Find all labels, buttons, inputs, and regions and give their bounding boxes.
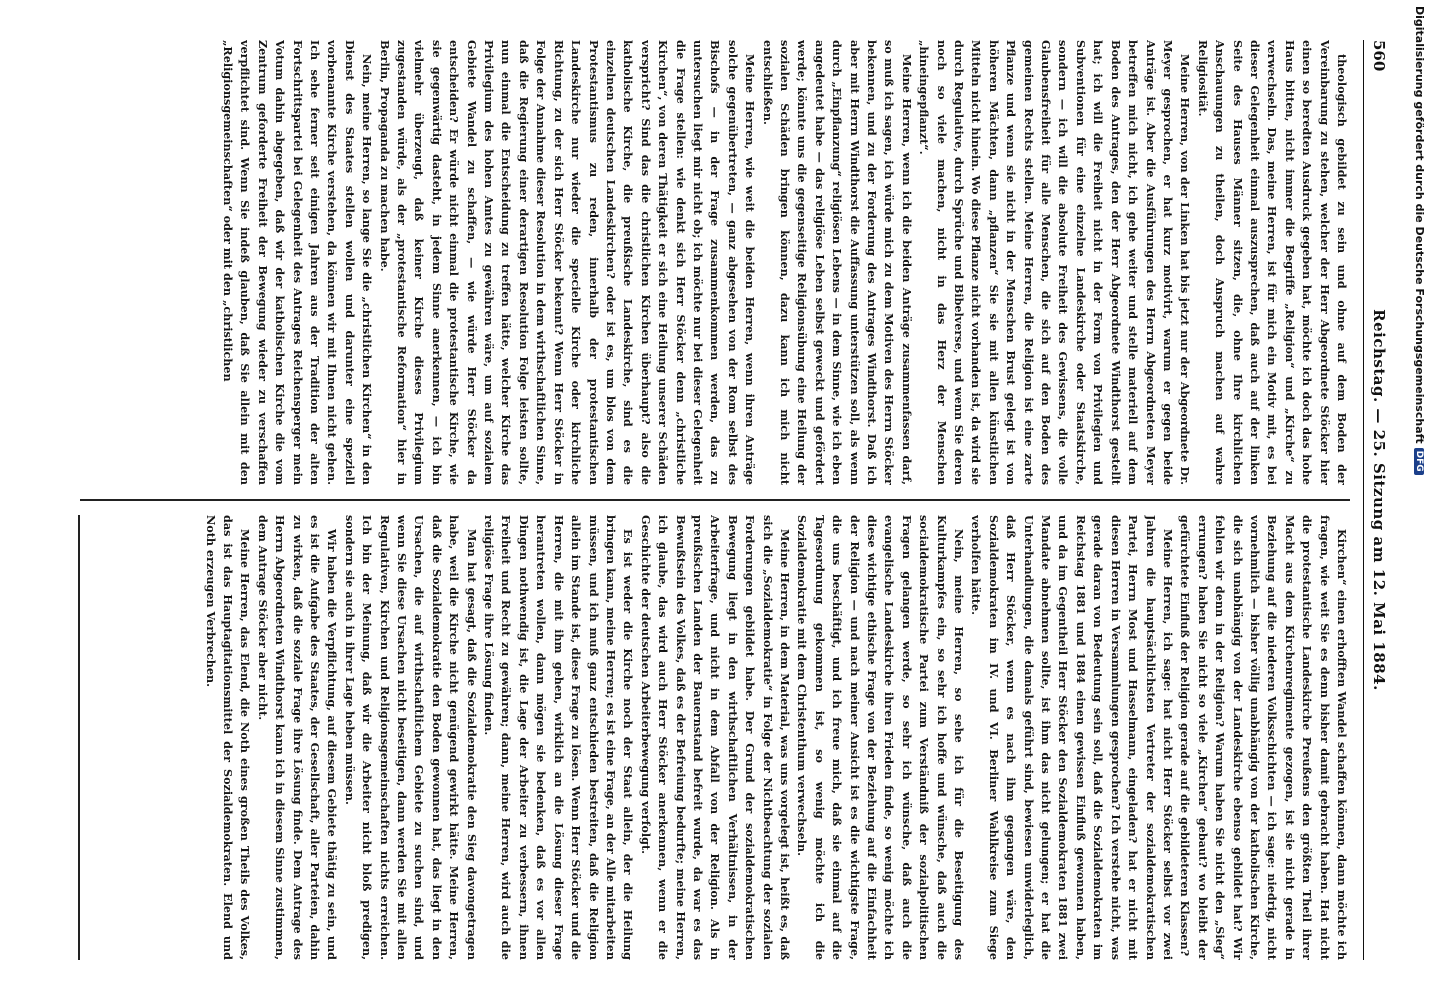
paragraph: Meine Herren, ich sage: hat nicht Herr Stöcker selbst vor zwei Jahren die hauptsächlichsten Vertreter der sozialdemokratischen Partei, Herrn Most und Hasselmann, eingeladen? hat er nicht mit diesen Herren in Versammlungen gesprochen? Ich verstehe nicht, was gerade daran von Bedeutung sein soll, daß die Sozialdemokraten im Reichstag 1881 und 1884 einen gewissen Einfluß gewonnen haben, und da im Gegentheil Herr Stöcker den Sozialdemokraten 1881 zwei Mandate abnehmen sollte, ist ihm das nicht gelungen; er hat die Unterhandlungen, die damals geführt sind, bewiesen unwiderleglich, daß Herr Stöcker, wenn es nach ihm gegangen wäre, den Sozialdemokraten im IV. und VI. Berliner Wahlkreise zum Siege verholfen hätte. [969, 515, 1175, 960]
dfg-logo-icon: DFG [1414, 448, 1424, 475]
paragraph: Es ist weder die Kirche noch der Staat allein, der die Heilung bringen kann, meine Herren; es ist eine Frage, an der Alle mitarbeiten müssen, und ich muß ganz entschieden bestreiten, daß die Religion allein im Stande ist, diese Frage zu lösen. Wenn Herr Stöcker und die Herren, die mit ihm gehen, wirklich an die Lösung dieser Frage herantreten wollen, dann mögen sie bedenken, daß es vor allen Dingen nothwendig ist, die Lage der Arbeiter zu verbessern, ihnen Freiheit und Recht zu gewähren; dann, meine Herren, wird auch die religiöse Frage ihre Lösung finden. [482, 515, 636, 960]
paragraph: Nein, meine Herren, so sehe ich für die Beseitigung des Kulturkampfes ein, so sehr ich hoffe und wünsche, daß auch die socialdemokratische Partei zum Verständniß der sozialpolitischen Fragen gelangen werde, so sehr ich wünsche, daß auch die evangelische Landeskirche ihren Frieden finde, so wenig möchte ich diese wichtige ethische Frage von der Beziehung auf die Einfachheit der Religion — und nach meiner Ansicht ist es die wichtigste Frage, die uns beschäftigt, und ich freue mich, daß sie einmal auf die Tagesordnung gekommen ist, so wenig möchte ich die Sozialdemokratie mit dem Christenthum verwechseln. [795, 515, 967, 960]
text-column-left [80, 40, 1350, 485]
paragraph: theologisch gebildet zu sein und ohne auf dem Boden der Vereinbarung zu stehen, welcher der Herr Abgeordnete Stöcker hier einen so beredten Ausdruck gegeben hat, möchte ich doch das hohe Haus bitten, nicht immer die Begriffe „Religion“ und „Kirche“ zu verwechseln. Das, meine Herren, ist für mich ein Motiv mit, es bei dieser Gelegenheit einmal auszusprechen, daß auch auf der linken Seite des Hauses Männer sitzen, die, ohne Ihre kirchlichen Anschauungen zu theilen, doch Anspruch machen auf wahre Religiosität. [1195, 40, 1349, 485]
text-column-right [80, 515, 1350, 960]
credit-text: Digitalisierung gefördert durch die Deutsche Forschungsgemeinschaft [1413, 6, 1426, 444]
paragraph: Wir haben die Verpflichtung, auf diesem Gebiete thätig zu sein, und es ist die Aufgabe des Staates, der Gesellschaft, aller Parteien, dahin zu wirken, daß die soziale Frage ihre Lösung finde. Dem Antrage des Herrn Abgeordneten Windthorst kann ich in diesem Sinne zustimmen, dem Antrage Stöcker aber nicht. [255, 515, 340, 960]
paragraph: Meine Herren, von der Linken hat bis jetzt nur der Abgeordnete Dr. Meyer gesprochen, er hat kurz motivirt, warum er gegen beide Anträge ist. Aber die Ausführungen des Herrn Abgeordneten Meyer betreffen mich nicht, ich gehe weiter und stelle materiell auf dem Boden des Antrages, den der Herr Abgeordnete Windthorst gestellt hat; ich will die Freiheit nicht in der Form von Privilegien und Subventionen für eine einzelne Landeskirche oder Staatskirche, sondern — ich will die absolute Freiheit des Gewissens, die volle Glaubensfreiheit für alle Menschen, die sich auf den Boden des gemeinen Rechts stellen. Meine Herren, die Religion ist eine zarte Pflanze und wenn sie nicht in der Menschen Brust gelegt ist von höheren Mächten, dann „pflanzen“ Sie sie mit allen künstlichen Mitteln nicht hinein. Wo diese Pflanze nicht vorhanden ist, da wird sie durch Regulative, durch Sprüche und Bibelverse, und wenn Sie deren noch so viele machen, nicht in das Herz der Menschen „hineingepflanzt“. [917, 40, 1193, 485]
paragraph: Meine Herren, in dem Material, was uns vorgelegt ist, heißt es, daß sich die „Sozialdemokratie“ in Folge der Nichtbeachtung der sozialen Forderungen gebildet habe. Der Grund der sozialdemokratischen Bewegung liegt in den wirthschaftlichen Verhältnissen, in der Arbeiterfrage, und nicht in dem Abfall von der Religion. Als in preußischen Landen der Bauernstand befreit wurde, da war es das Bewußtsein des Volkes, daß es der Befreiung bedurfte; meine Herren, ich glaube, das wird auch Herr Stöcker anerkennen, wenn er die Geschichte der deutschen Arbeiterbewegung verfolgt. [638, 515, 792, 960]
paragraph: Man hat gesagt, daß die Sozialdemokratie den Sieg davongetragen habe, weil die Kirche nicht genügend gewirkt hätte. Meine Herren, daß die Sozialdemokratie den Boden gewonnen hat, das liegt in den Ursachen, die auf wirthschaftlichem Gebiete zu suchen sind, und wenn Sie diese Ursachen nicht beseitigen, dann werden Sie mit allen Regulativen, Kirchen und Religionsgemeinschaften nichts erreichen. Ich bin der Meinung, daß wir die Arbeiter nicht bloß predigen, sondern sie auch in ihrer Lage heben müssen. [342, 515, 479, 960]
paragraph: Kirchen“ einen erhofften Wandel schaffen können, dann möchte ich fragen, wie weit Sie es denn bisher damit gebracht haben. Hat nicht die protestantische Landeskirche Preußens den größten Theil ihrer Macht aus dem Kirchenregimente gezogen, ist sie nicht gerade in Beziehung auf die niederen Volksschichten — ich sage: niedrig, nicht vornehmlich — bisher völlig unabhängig von der katholischen Kirche, die sich unabhängig von der Landeskirche ebenso gebildet hat? Wir fehlen wir denn in der Religion? Warum haben Sie nicht den „Sieg“ errungen? haben Sie nicht so viele „Kirchen“ gebaut? wo bleibt der gefürchtete Einfluß der Religion gerade auf die gebildeteren Klassen? [1178, 515, 1349, 960]
digitization-credit [1402, 0, 1432, 1000]
paragraph: Meine Herren, wenn ich die beiden Anträge zusammenfassen darf, so muß ich sagen, ich würde mich zu dem Motiven des Herrn Stöcker bekennen, und zu der Forderung des Antrages Windthorst. Daß ich aber mit Herrn Windthorst die Auffassung unterstützen soll, als wenn durch „Einpflanzung“ religiösen Lebens — in dem Sinne, wie ich eben angedeutet habe — das religiöse Leben selbst geweckt und gefördert werde; könnte uns die gegenseitige Religionsübung eine Heilung der sozialen Schäden bringen können, dazu kann ich mich nicht entschließen. [760, 40, 914, 485]
paragraph: Nein, meine Herren, so lange Sie die „christlichen Kirchen“ in den Dienst des Staates stellen wollen und darunter eine speziell vorbenannte Kirche verstehen, da können wir mit Ihnen nicht gehen. Ich sehe ferner seit einigen Jahren aus der Tradition der alten Fortschrittspartei bei Gelegenheit des Antrages Reichensperger mein Votum dahin abgegeben, daß wir der katholischen Kirche die vom Zentrum geforderte Freiheit der Bewegung wieder zu verschaffen verpflichtet sind. Wenn Sie indeß glauben, daß Sie allein mit den „Religionsgemeinschaften“ oder mit den „christlichen [221, 40, 375, 485]
column-divider [80, 499, 1350, 501]
page-title: Reichstag. — 25. Sitzung am 12. Mai 1884. [1370, 309, 1388, 691]
column-end-rule [79, 515, 81, 960]
paragraph: Meine Herren, wie weit die beiden Herren, wenn ihren Anträge solche gegenübertreten, — ganz abgesehen von der Rom selbst des Bischofs — in der Frage zusammenkommen werden, das zu untersuchen liegt mir nicht ob; ich möchte nur bei dieser Gelegenheit die Frage stellen: wie denkt sich Herr Stöcker denn „christliche Kirchen“, von deren Thätigkeit er sich eine Heilung unserer Schäden verspricht? Sind das die christlichen Kirchen überhaupt? also die katholische Kirche, die preußische Landeskirche, sind es die einzelnen deutschen Landeskirchen? oder ist es, um blos von dem Protestantismus zu reden, innerhalb der protestantischen Landeskirche nur wieder die specielle Kirche oder kirchliche Richtung, zu der sich Herr Stöcker bekennt? Wenn Herr Stöcker in Folge der Annahme dieser Resolution in dem wirthschaftlichen Sinne, daß die Regierung einer derartigen Resolution Folge leisten sollte, nun einmal die Entscheidung zu treffen hätte, welcher Kirche das Privilegium des hohen Amtes zu gewähren wäre, um auf sozialem Gebiete Wandel zu schaffen, — wie würde Herr Stöcker da entscheiden? Er würde nicht einmal die protestantische Kirche, wie sie gegenwärtig dasteht, in jedem Sinne anerkennen, — ich bin vielmehr überzeugt, daß keiner Kirche dieses Privilegium zugestanden würde, als der „protestantische Reformation“ hier in Berlin, Propaganda zu machen habe. [377, 40, 758, 485]
page-header [1363, 40, 1390, 960]
paragraph: Meine Herren, das Elend, die Noth eines großen Theils des Volkes, das ist das Hauptagitationsmittel der Sozialdemokraten. Elend und Noth erzeugen Verbrechen. [203, 515, 253, 960]
page-number: 560 [1370, 40, 1388, 72]
